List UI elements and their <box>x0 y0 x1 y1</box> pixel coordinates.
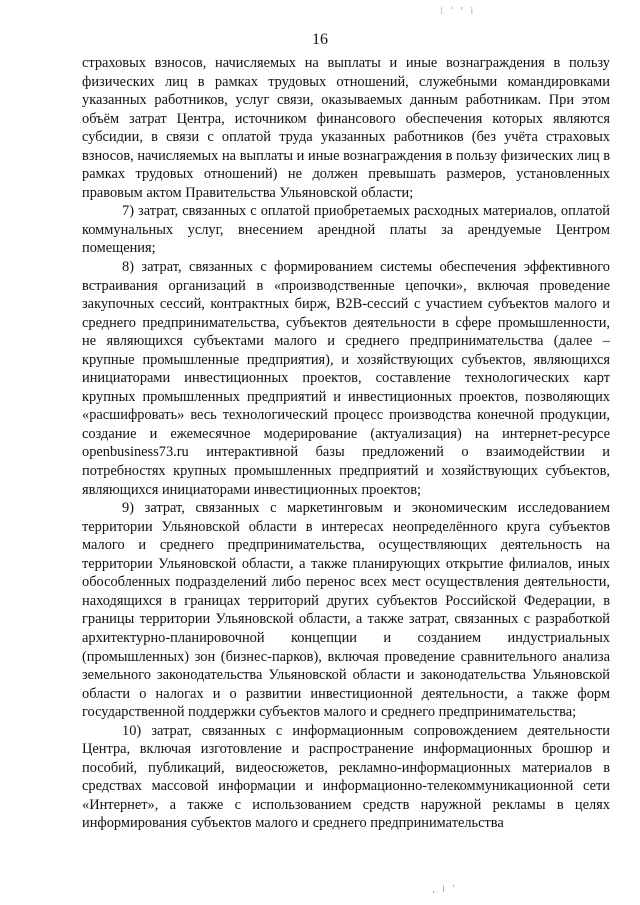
paragraph-continuation: страховых взносов, начисляемых на выплаты и иные вознаграждения в пользу физических лиц в рамках трудовых отношений, служебными командировками указанных работников, услуг связи, оказываемых данным работникам. При этом объём затрат Центра, источником финансового обеспечения которых являются субсидии, в связи с оплатой труда указанных работников (без учёта страховых взносов, начисляемых на выплаты и иные вознаграждения в пользу физических лиц в рамках трудовых отношений) не должен превышать размеров, установленных правовым актом Правительства Ульяновской области; <box>82 55 610 201</box>
scan-artifact-top: ⁝ ˈ ' ⁞ <box>440 6 476 17</box>
paragraph-item-9: 9) затрат, связанных с маркетинговым и экономическим исследованием территории Ульяновской области в интересах неопределённого круга субъектов малого и среднего предпринимательства, осуществляющих деятельность на территории Ульяновской области, а также планирующих открытие филиалов, иных обособленных подразделений либо перенос всех мест осуществления деятельности, находящихся в границах территорий других субъектов Российской Федерации, в границы территории Ульяновской области, а также затрат, связанных с разработкой архитектурно-планировочной концепции и созданием индустриальных (промышленных) зон (бизнес-парков), включая проведение сравнительного анализа земельного законодательства Ульяновской области и законодательства Ульяновской области о налогах и о развитии инвестиционной деятельности, а также форм государственной поддержки субъектов малого и среднего предпринимательства; <box>82 500 610 721</box>
document-body <box>82 54 610 833</box>
paragraph-item-10: 10) затрат, связанных с информационным сопровождением деятельности Центра, включая изготовление и распространение информационных брошюр и пособий, публикаций, видеосюжетов, рекламно-информационных материалов в средствах массовой информации и информационно-телекоммуникационной сети «Интернет», а также с использованием средств наружной рекламы в целях информирования субъектов малого и среднего предпринимательства <box>82 722 610 832</box>
paragraph-item-8: 8) затрат, связанных с формированием системы обеспечения эффективного встраивания организаций в «производственные цепочки», включая проведение закупочных сессий, контрактных бирж, B2B-сессий с участием субъектов малого и среднего предпринимательства, субъектов деятельности в сфере промышленности, не являющихся субъектами малого и среднего предпринимательства (далее – крупные промышленные предприятия), и хозяйствующих субъектов, являющихся инициаторами инвестиционных проектов, составление технологических карт крупных промышленных предприятий и инвестиционных проектов, позволяющих «расшифровать» весь технологический процесс производства конечной продукции, создание и ежемесячное модерирование (актуализация) на интернет-ресурсе openbusiness73.ru интерактивной базы предложений о взаимодействии и потребностях крупных промышленных предприятий и хозяйствующих субъектов, являющихся инициаторами инвестиционных проектов; <box>82 259 610 498</box>
page-number: 16 <box>312 31 328 48</box>
paragraph-item-7: 7) затрат, связанных с оплатой приобретаемых расходных материалов, оплатой коммунальных услуг, внесением арендной платы за арендуемые Центром помещения; <box>82 203 610 257</box>
scan-artifact-bottom: ˌ ⁞ ˈ <box>432 884 458 895</box>
